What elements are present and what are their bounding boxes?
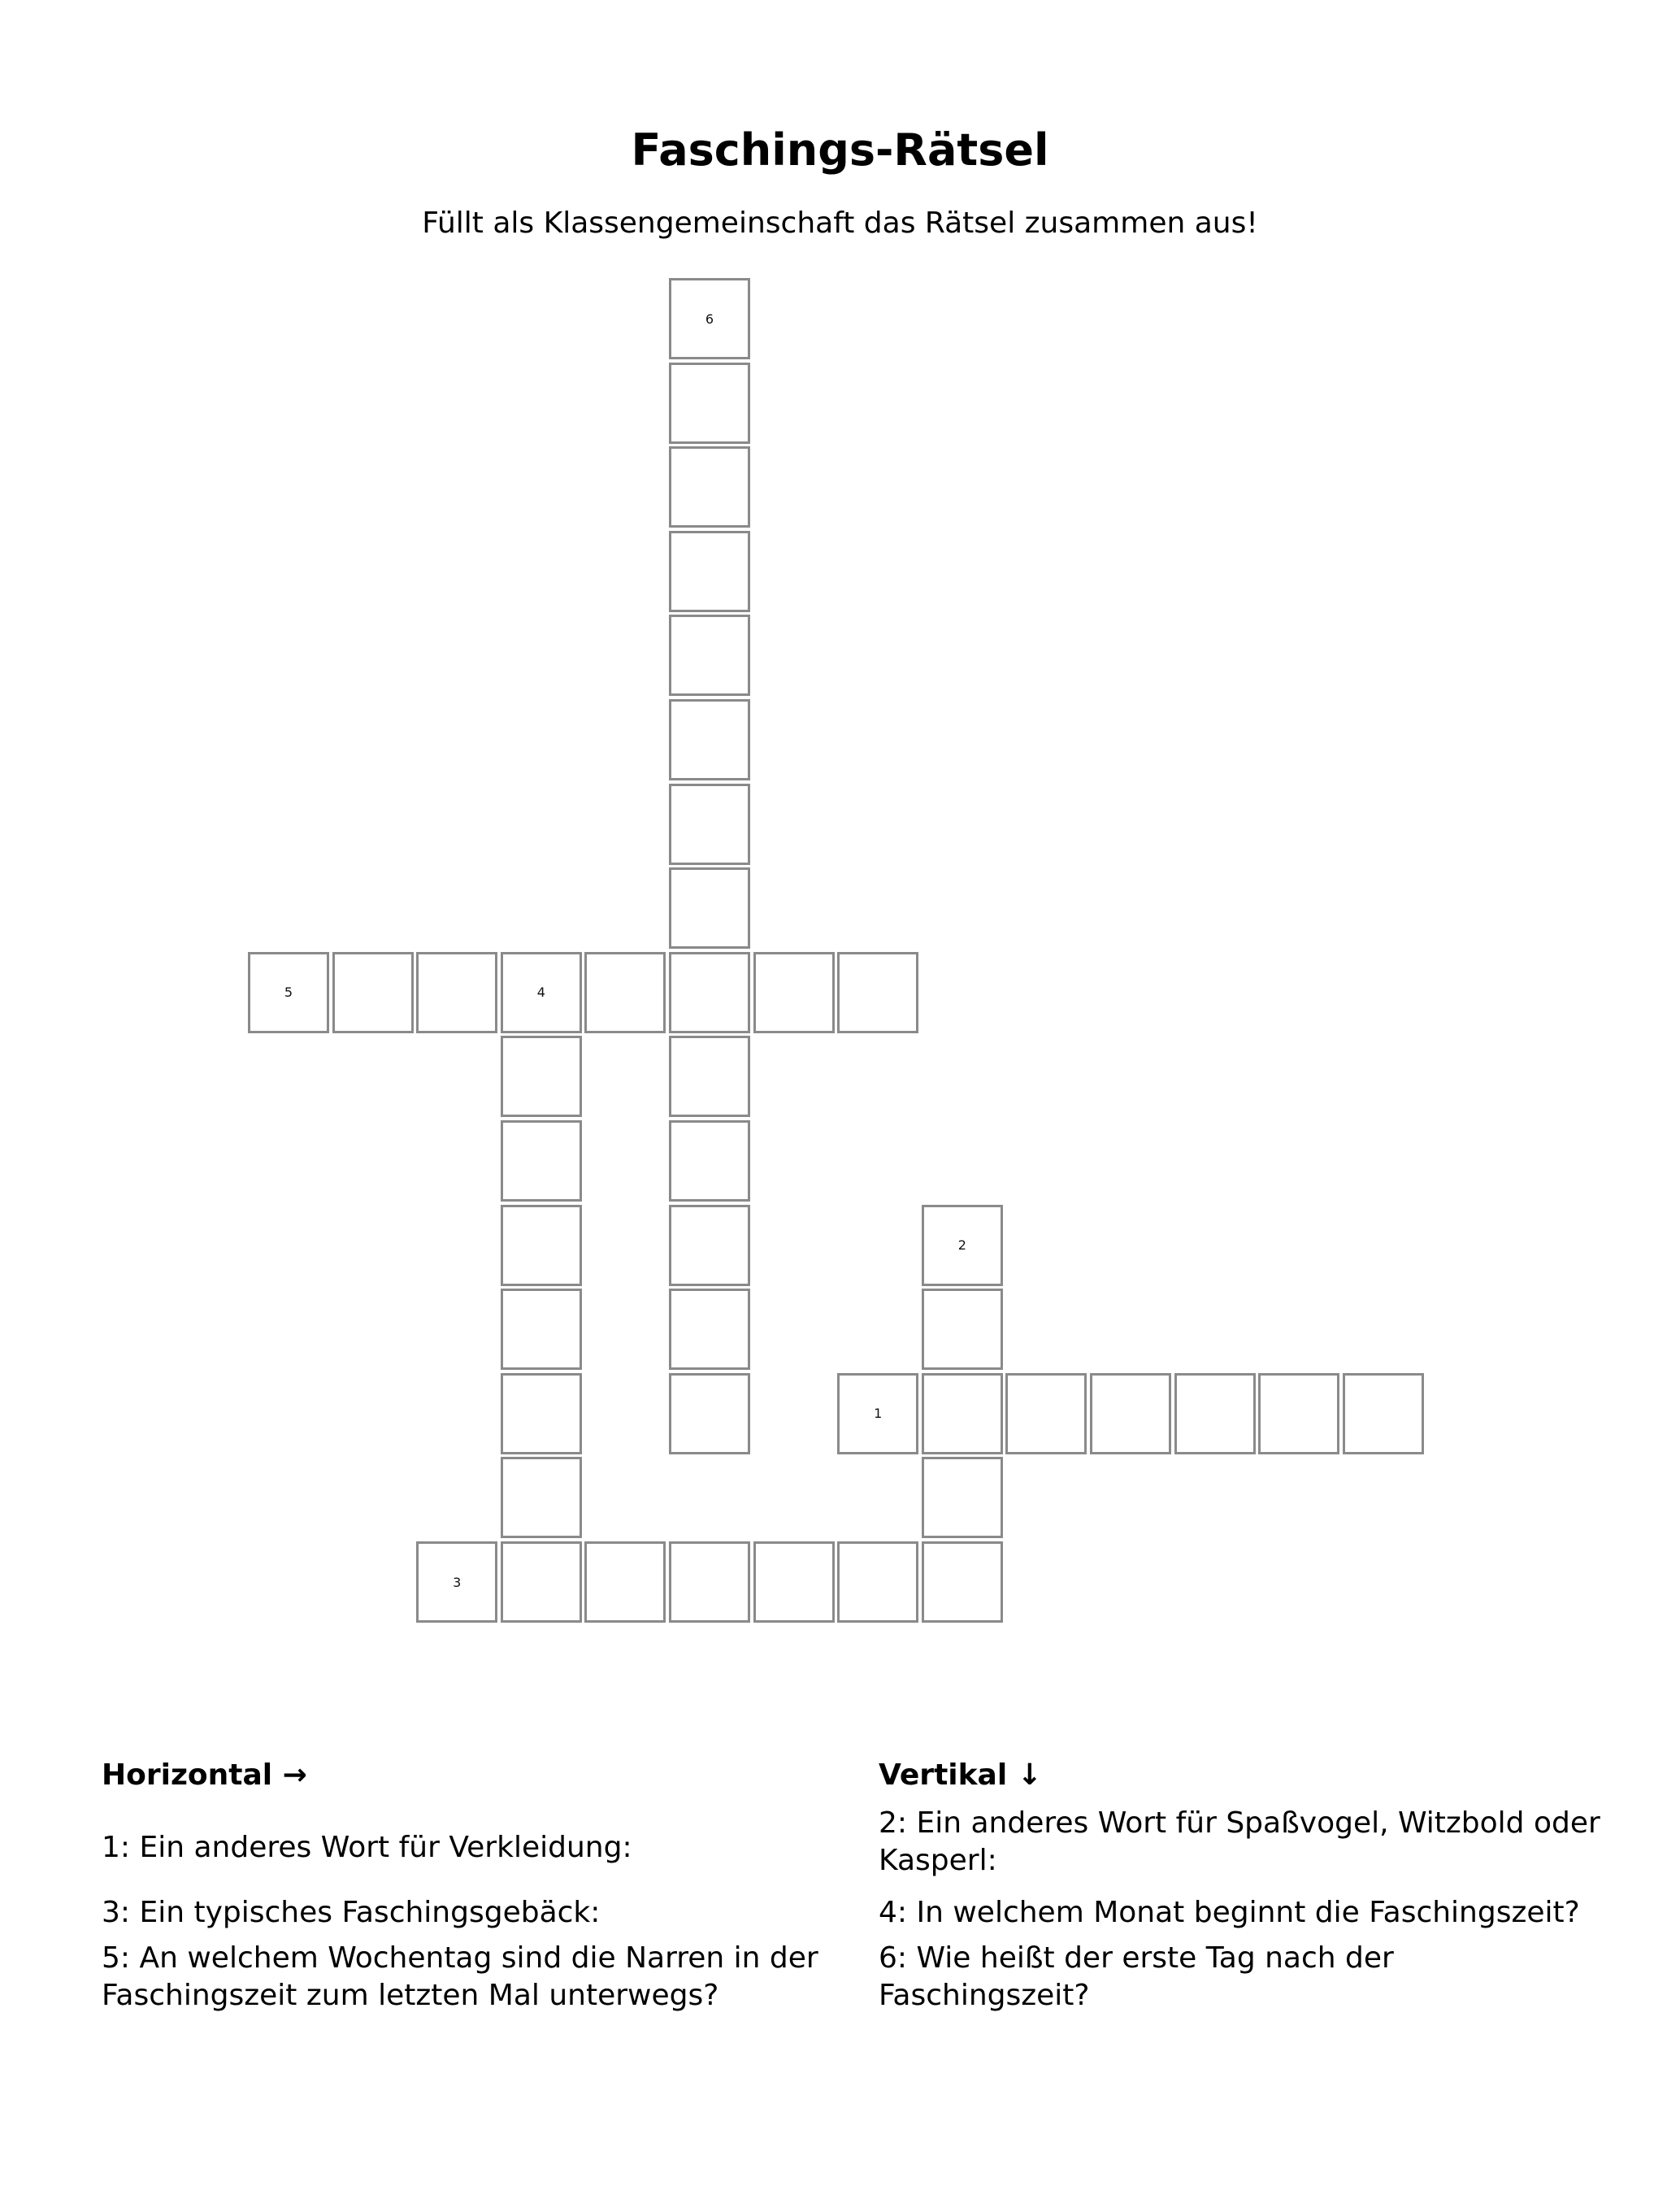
crossword-cell-number: 6	[705, 311, 714, 327]
crossword-cell[interactable]	[669, 784, 750, 865]
crossword-cell[interactable]	[669, 363, 750, 444]
crossword-cell[interactable]	[922, 1289, 1003, 1370]
crossword-cell[interactable]	[501, 1205, 582, 1286]
crossword-cell-number: 5	[284, 984, 293, 1001]
crossword-cell[interactable]	[922, 1373, 1003, 1454]
crossword-cell[interactable]	[501, 1036, 582, 1117]
crossword-cell-number: 4	[536, 984, 545, 1001]
clue-across-3: 3: Ein typisches Faschingsgebäck:	[102, 1896, 601, 1929]
clue-across-5: 5: An welchem Wochentag sind die Narren in der Faschingszeit zum letzten Mal unterwegs?	[102, 1941, 818, 2012]
crossword-cell[interactable]	[753, 952, 835, 1033]
crossword-cell[interactable]	[1343, 1373, 1424, 1454]
crossword-cell[interactable]	[501, 952, 582, 1033]
crossword-cell[interactable]	[1258, 1373, 1339, 1454]
crossword-cell[interactable]	[922, 1205, 1003, 1286]
clue-down-6: 6: Wie heißt der erste Tag nach der Faschingszeit?	[879, 1941, 1394, 2012]
clues-horizontal-heading: Horizontal →	[102, 1758, 307, 1792]
crossword-cell[interactable]	[669, 1036, 750, 1117]
page-subtitle: Füllt als Klassengemeinschaft das Rätsel zusammen aus!	[422, 206, 1258, 240]
crossword-cell-number: 1	[874, 1406, 883, 1422]
crossword-cell[interactable]	[584, 952, 666, 1033]
crossword-cell[interactable]	[669, 1373, 750, 1454]
page-title: Faschings-Rätsel	[631, 124, 1049, 176]
crossword-cell[interactable]	[501, 1373, 582, 1454]
clues-vertical	[879, 1756, 1634, 2012]
crossword-cell[interactable]	[416, 1541, 497, 1623]
crossword-cell[interactable]	[248, 952, 329, 1033]
crossword-cell-number: 2	[957, 1237, 966, 1254]
clues-horizontal	[102, 1756, 857, 2012]
crossword-cell[interactable]	[669, 699, 750, 780]
crossword-cell[interactable]	[669, 1120, 750, 1202]
crossword-cell[interactable]	[669, 867, 750, 949]
crossword-cell[interactable]	[669, 615, 750, 696]
crossword-cell[interactable]	[501, 1289, 582, 1370]
crossword-cell[interactable]	[501, 1120, 582, 1202]
crossword-cell[interactable]	[332, 952, 414, 1033]
crossword-cell[interactable]	[669, 278, 750, 359]
crossword-cell[interactable]	[584, 1541, 666, 1623]
crossword-cell[interactable]	[837, 1541, 918, 1623]
crossword-cell[interactable]	[501, 1541, 582, 1623]
crossword-cell[interactable]	[837, 952, 918, 1033]
crossword-cell[interactable]	[669, 952, 750, 1033]
clue-down-4: 4: In welchem Monat beginnt die Faschingszeit?	[879, 1896, 1580, 1929]
clue-down-2: 2: Ein anderes Wort für Spaßvogel, Witzbold oder Kasperl:	[879, 1806, 1600, 1877]
crossword-cell-number: 3	[453, 1574, 462, 1590]
clue-across-1: 1: Ein anderes Wort für Verkleidung:	[102, 1831, 632, 1864]
crossword-cell[interactable]	[669, 1289, 750, 1370]
crossword-cell[interactable]	[1005, 1373, 1087, 1454]
clues-vertical-heading: Vertikal ↓	[879, 1758, 1042, 1792]
crossword-cell[interactable]	[1090, 1373, 1171, 1454]
crossword-cell[interactable]	[922, 1541, 1003, 1623]
crossword-cell[interactable]	[753, 1541, 835, 1623]
crossword-cell[interactable]	[669, 446, 750, 528]
crossword-cell[interactable]	[1174, 1373, 1256, 1454]
crossword-cell[interactable]	[669, 531, 750, 612]
crossword-cell[interactable]	[922, 1457, 1003, 1538]
crossword-cell[interactable]	[669, 1205, 750, 1286]
crossword-cell[interactable]	[501, 1457, 582, 1538]
crossword-cell[interactable]	[416, 952, 497, 1033]
crossword-cell[interactable]	[837, 1373, 918, 1454]
crossword-cell[interactable]	[669, 1541, 750, 1623]
